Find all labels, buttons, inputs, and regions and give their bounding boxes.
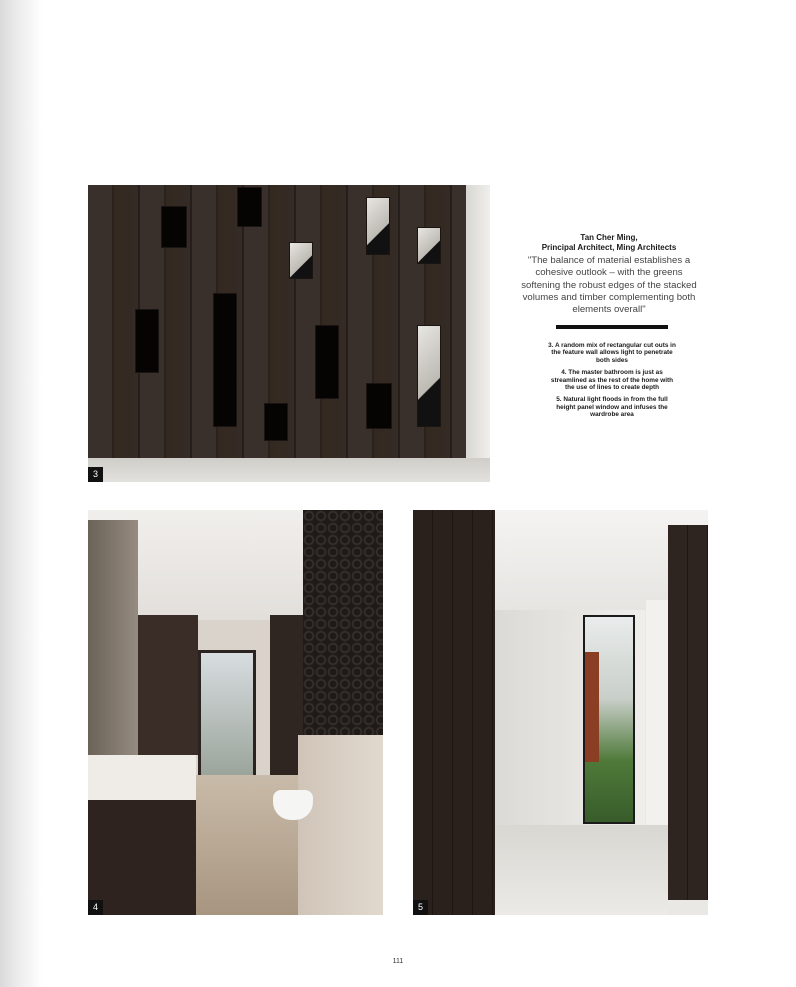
white-wall xyxy=(646,600,668,825)
brick-column xyxy=(585,652,599,762)
divider-rule xyxy=(556,325,668,329)
architect-role: Principal Architect, Ming Architects xyxy=(541,243,677,252)
page-number: 111 xyxy=(392,958,404,965)
wall-cutout xyxy=(417,325,441,427)
caption-note: 5. Natural light floods in from the full height panel window and infuses the wardrobe area xyxy=(556,396,668,419)
photo-feature-wall xyxy=(88,185,490,482)
floor xyxy=(495,825,668,915)
wall-cutout xyxy=(366,383,392,429)
wall-cutout xyxy=(264,403,288,441)
wall-cutout xyxy=(366,197,390,255)
mirror xyxy=(88,520,138,765)
architect-name: Tan Cher Ming, xyxy=(580,233,638,242)
photo-number-badge: 4 xyxy=(88,900,103,915)
architect-quote-block xyxy=(520,233,698,316)
caption-note: 3. A random mix of rectangular cut outs in the feature wall allows light to penetrate both sides xyxy=(548,342,676,364)
white-wall xyxy=(466,185,490,460)
wall-cutout xyxy=(161,206,187,248)
window xyxy=(198,650,256,781)
photo-number-badge: 5 xyxy=(413,900,428,915)
caption-note: 4. The master bathroom is just as streamlined as the rest of the home with the use of lines to create depth xyxy=(550,369,674,392)
wall-cutout xyxy=(417,227,441,264)
wall-cutout xyxy=(237,187,262,227)
cabinet xyxy=(138,615,198,755)
full-height-window xyxy=(583,615,635,824)
wall-cutout xyxy=(289,242,313,279)
stone-tiles xyxy=(298,735,383,915)
wall-cutout xyxy=(213,293,237,427)
floor xyxy=(88,458,490,482)
wall-cutout xyxy=(315,325,339,399)
vanity xyxy=(88,755,196,915)
architect-quote: "The balance of material establishes a cohesive outlook – with the greens softening the robust edges of the stacked volumes and timber complementing both elements overall" xyxy=(521,255,697,316)
patterned-screen xyxy=(303,510,383,765)
photo-number-badge: 3 xyxy=(88,467,103,482)
photo-master-bathroom xyxy=(88,510,383,915)
wall-cutout xyxy=(135,309,159,373)
page-spine-shadow xyxy=(0,0,42,987)
timber-panel xyxy=(668,525,708,900)
photo-wardrobe-area xyxy=(413,510,708,915)
photo-captions xyxy=(548,342,676,424)
wardrobe-panels xyxy=(413,510,495,915)
